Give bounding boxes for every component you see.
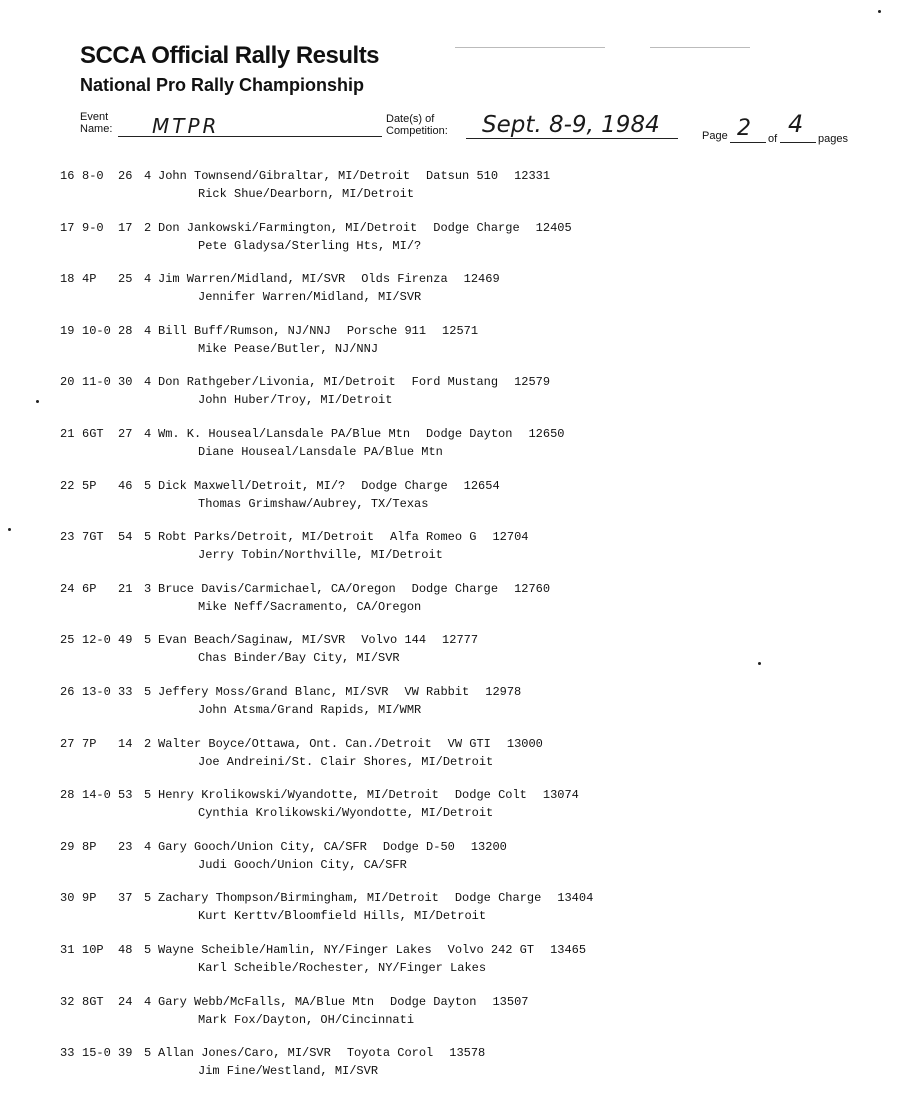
car-number: 23 [118, 839, 133, 854]
class-position: 7P [82, 736, 97, 751]
car-number: 27 [118, 426, 133, 441]
class-position: 8-0 [82, 169, 104, 183]
class-position: 6P [82, 581, 97, 596]
codriver-info: Chas Binder/Bay City, MI/SVR [198, 651, 400, 666]
vehicle-model: Dodge Dayton [426, 426, 513, 441]
vehicle-model: Volvo 242 GT [447, 942, 535, 957]
finish-position: 31 [60, 942, 75, 957]
result-entry [60, 683, 680, 735]
total-score: 13404 [557, 891, 594, 906]
class-position: 11-0 [82, 375, 111, 390]
result-entry [60, 735, 680, 787]
class-position: 12-0 [82, 633, 111, 648]
result-entry [60, 528, 680, 580]
result-line-primary [60, 580, 680, 598]
codriver-info: Jennifer Warren/Midland, MI/SVR [198, 290, 422, 305]
car-number: 21 [118, 581, 133, 596]
driver-info: Walter Boyce/Ottawa, Ont. Can./Detroit [158, 736, 432, 751]
class-code: 5 [144, 788, 152, 803]
total-score: 12704 [492, 530, 529, 545]
class-code: 4 [144, 375, 152, 390]
vehicle-model: Porsche 911 [346, 323, 427, 338]
date-label-line2: Competition: [386, 125, 448, 137]
date-underline [466, 138, 678, 139]
result-line-primary [60, 425, 680, 443]
total-score: 13074 [542, 788, 579, 803]
codriver-info: Jerry Tobin/Northville, MI/Detroit [198, 548, 443, 563]
finish-position: 23 [60, 530, 75, 545]
vehicle-model: Dodge Charge [361, 478, 448, 493]
event-label-line1: Event [80, 111, 109, 123]
car-number: 54 [118, 530, 133, 545]
result-line-primary [60, 219, 680, 237]
vehicle-model: Dodge D-50 [382, 839, 455, 854]
class-position: 10P [82, 942, 104, 957]
class-position: 13-0 [82, 684, 111, 699]
vehicle-model: Toyota Corol [346, 1046, 434, 1061]
driver-info: Henry Krolikowski/Wyandotte, MI/Detroit [158, 788, 439, 803]
results-list [60, 167, 680, 1096]
result-line-primary [60, 838, 680, 856]
class-code: 5 [144, 684, 152, 699]
codriver-info: Mark Fox/Dayton, OH/Cincinnati [198, 1012, 415, 1027]
driver-info: Don Rathgeber/Livonia, MI/Detroit [158, 375, 396, 390]
total-score: 12650 [528, 426, 565, 441]
total-score: 13000 [506, 736, 543, 751]
result-entry [60, 838, 680, 890]
car-number: 30 [118, 375, 133, 390]
class-code: 5 [144, 530, 152, 545]
finish-position: 25 [60, 633, 75, 648]
class-code: 4 [144, 169, 152, 183]
result-entry [60, 373, 680, 425]
driver-info: Evan Beach/Saginaw, MI/SVR [158, 633, 346, 648]
car-number: 39 [118, 1046, 133, 1061]
pages-label: pages [818, 133, 848, 145]
car-number: 24 [118, 994, 133, 1009]
car-number: 53 [118, 788, 133, 803]
car-number: 26 [118, 169, 133, 183]
result-entry [60, 219, 680, 271]
scan-artifact [650, 47, 750, 48]
class-position: 8GT [82, 994, 104, 1009]
vehicle-model: Volvo 144 [361, 633, 427, 648]
scan-speck [36, 400, 39, 403]
total-score: 13507 [492, 994, 529, 1009]
result-line-primary [60, 941, 680, 959]
car-number: 46 [118, 478, 133, 493]
codriver-info: Rick Shue/Dearborn, MI/Detroit [198, 187, 415, 201]
result-line-primary [60, 631, 680, 649]
class-position: 5P [82, 478, 97, 493]
vehicle-model: Alfa Romeo G [390, 530, 477, 545]
vehicle-model: Datsun 510 [426, 169, 499, 183]
result-line-primary [60, 1044, 680, 1062]
total-score: 12978 [485, 684, 522, 699]
result-line-primary [60, 167, 680, 185]
class-code: 2 [144, 736, 152, 751]
document-title: SCCA Official Rally Results [80, 42, 380, 69]
vehicle-model: VW Rabbit [404, 684, 470, 699]
class-code: 4 [144, 272, 152, 287]
result-line-primary [60, 373, 680, 391]
result-entry [60, 1044, 680, 1096]
driver-info: Gary Gooch/Union City, CA/SFR [158, 839, 367, 854]
scan-speck [8, 528, 11, 531]
total-score: 12331 [514, 169, 551, 183]
result-line-primary [60, 889, 680, 907]
codriver-info: Diane Houseal/Lansdale PA/Blue Mtn [198, 444, 443, 459]
class-position: 8P [82, 839, 97, 854]
class-code: 5 [144, 891, 152, 906]
finish-position: 16 [60, 169, 75, 183]
codriver-info: Joe Andreini/St. Clair Shores, MI/Detroit [198, 754, 494, 769]
driver-info: Jim Warren/Midland, MI/SVR [158, 272, 346, 287]
result-entry [60, 477, 680, 529]
of-label: of [768, 133, 778, 145]
vehicle-model: Dodge Charge [454, 891, 542, 906]
result-line-primary [60, 786, 680, 804]
car-number: 25 [118, 272, 133, 287]
vehicle-model: Dodge Dayton [390, 994, 477, 1009]
result-entry [60, 786, 680, 838]
finish-position: 33 [60, 1046, 75, 1061]
class-code: 5 [144, 633, 152, 648]
codriver-info: Kurt Kerttv/Bloomfield Hills, MI/Detroit [198, 909, 487, 924]
scan-speck [758, 662, 761, 665]
result-line-primary [60, 735, 680, 753]
codriver-info: Cynthia Krolikowski/Wyondotte, MI/Detroit [198, 806, 494, 821]
result-line-primary [60, 528, 680, 546]
driver-info: Wm. K. Houseal/Lansdale PA/Blue Mtn [158, 426, 411, 441]
result-entry [60, 167, 680, 219]
result-entry [60, 425, 680, 477]
class-code: 4 [144, 426, 152, 441]
class-position: 4P [82, 272, 97, 287]
codriver-info: Pete Gladysa/Sterling Hts, MI/? [198, 238, 422, 253]
driver-info: Allan Jones/Caro, MI/SVR [158, 1046, 331, 1061]
result-line-primary [60, 683, 680, 701]
driver-info: Robt Parks/Detroit, MI/Detroit [158, 530, 375, 545]
class-position: 15-0 [82, 1046, 111, 1061]
page-number-underline [730, 142, 766, 143]
finish-position: 18 [60, 272, 75, 287]
total-score: 13465 [550, 942, 587, 957]
vehicle-model: Dodge Charge [411, 581, 499, 596]
class-code: 4 [144, 994, 152, 1009]
codriver-info: Mike Pease/Butler, NJ/NNJ [198, 341, 379, 356]
codriver-info: Judi Gooch/Union City, CA/SFR [198, 857, 407, 872]
driver-info: Bill Buff/Rumson, NJ/NNJ [158, 323, 331, 338]
finish-position: 30 [60, 891, 75, 906]
finish-position: 19 [60, 323, 75, 338]
finish-position: 17 [60, 220, 75, 235]
result-line-primary [60, 477, 680, 495]
page-total-underline [780, 142, 816, 143]
result-entry [60, 889, 680, 941]
car-number: 37 [118, 891, 133, 906]
driver-info: Zachary Thompson/Birmingham, MI/Detroit [158, 891, 439, 906]
codriver-info: Karl Scheible/Rochester, NY/Finger Lakes [198, 960, 487, 975]
vehicle-model: Olds Firenza [361, 272, 448, 287]
scan-speck [878, 10, 881, 13]
class-code: 4 [144, 323, 152, 338]
scan-artifact [455, 47, 605, 48]
result-entry [60, 631, 680, 683]
total-score: 13578 [449, 1046, 486, 1061]
finish-position: 29 [60, 839, 75, 854]
class-position: 9P [82, 891, 97, 906]
class-code: 3 [144, 581, 152, 596]
class-code: 5 [144, 1046, 152, 1061]
finish-position: 24 [60, 581, 75, 596]
result-entry [60, 941, 680, 993]
vehicle-model: Dodge Colt [454, 788, 527, 803]
driver-info: Don Jankowski/Farmington, MI/Detroit [158, 220, 418, 235]
finish-position: 22 [60, 478, 75, 493]
total-score: 13200 [470, 839, 507, 854]
class-position: 9-0 [82, 220, 104, 235]
class-code: 2 [144, 220, 152, 235]
class-position: 14-0 [82, 788, 111, 803]
document-subtitle: National Pro Rally Championship [80, 75, 365, 95]
page-total: 4 [788, 110, 804, 138]
total-score: 12654 [463, 478, 500, 493]
car-number: 14 [118, 736, 133, 751]
codriver-info: Mike Neff/Sacramento, CA/Oregon [198, 599, 422, 614]
finish-position: 21 [60, 426, 75, 441]
result-line-primary [60, 322, 680, 340]
finish-position: 26 [60, 684, 75, 699]
result-entry [60, 580, 680, 632]
date-value: Sept. 8-9, 1984 [482, 112, 660, 138]
class-code: 4 [144, 839, 152, 854]
result-line-primary [60, 993, 680, 1011]
class-position: 7GT [82, 530, 104, 545]
date-label-line1: Date(s) of [386, 113, 435, 125]
total-score: 12469 [463, 272, 500, 287]
result-entry [60, 993, 680, 1045]
driver-info: Jeffery Moss/Grand Blanc, MI/SVR [158, 684, 389, 699]
vehicle-model: Ford Mustang [411, 375, 499, 390]
car-number: 17 [118, 220, 133, 235]
car-number: 48 [118, 942, 133, 957]
event-label-line2: Name: [80, 123, 113, 135]
finish-position: 32 [60, 994, 75, 1009]
driver-info: Wayne Scheible/Hamlin, NY/Finger Lakes [158, 942, 432, 957]
result-entry [60, 270, 680, 322]
result-entry [60, 322, 680, 374]
total-score: 12777 [442, 633, 479, 648]
class-code: 5 [144, 942, 152, 957]
vehicle-model: VW GTI [447, 736, 491, 751]
car-number: 33 [118, 684, 133, 699]
finish-position: 20 [60, 375, 75, 390]
driver-info: Dick Maxwell/Detroit, MI/? [158, 478, 346, 493]
class-code: 5 [144, 478, 152, 493]
class-position: 10-0 [82, 323, 111, 338]
event-name-value: MTPR [152, 114, 220, 138]
codriver-info: Jim Fine/Westland, MI/SVR [198, 1064, 379, 1079]
finish-position: 28 [60, 788, 75, 803]
car-number: 49 [118, 633, 133, 648]
total-score: 12405 [535, 220, 572, 235]
codriver-info: John Atsma/Grand Rapids, MI/WMR [198, 702, 422, 717]
vehicle-model: Dodge Charge [433, 220, 520, 235]
class-position: 6GT [82, 426, 104, 441]
car-number: 28 [118, 323, 133, 338]
total-score: 12760 [514, 581, 551, 596]
page-number: 2 [737, 116, 751, 141]
total-score: 12571 [442, 323, 479, 338]
finish-position: 27 [60, 736, 75, 751]
driver-info: Gary Webb/McFalls, MA/Blue Mtn [158, 994, 375, 1009]
driver-info: John Townsend/Gibraltar, MI/Detroit [158, 169, 411, 183]
result-line-primary [60, 270, 680, 288]
codriver-info: Thomas Grimshaw/Aubrey, TX/Texas [198, 496, 429, 511]
total-score: 12579 [514, 375, 551, 390]
driver-info: Bruce Davis/Carmichael, CA/Oregon [158, 581, 396, 596]
codriver-info: John Huber/Troy, MI/Detroit [198, 393, 393, 408]
page-label: Page [702, 130, 728, 142]
